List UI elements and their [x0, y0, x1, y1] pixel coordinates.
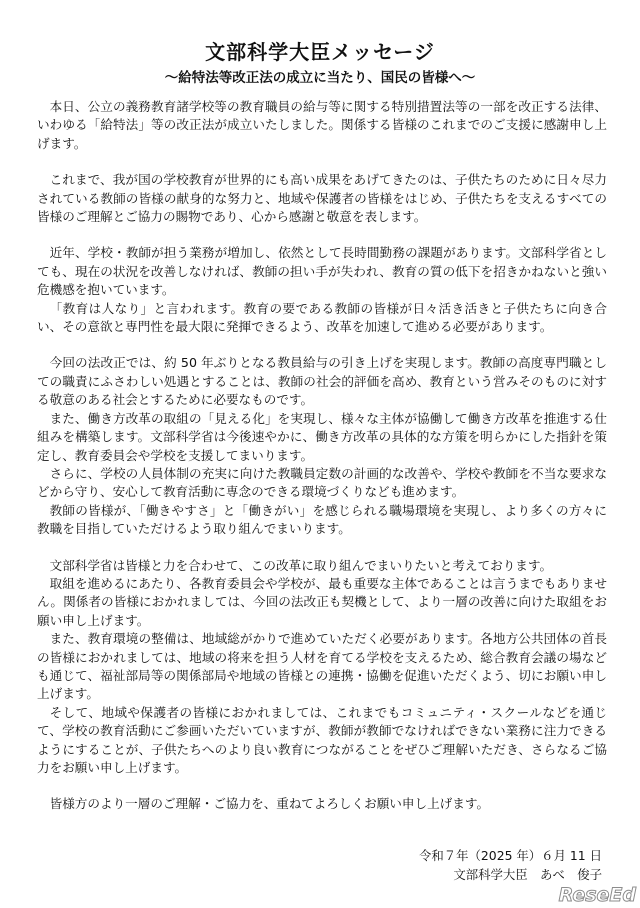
resemom-watermark-logo	[559, 884, 636, 906]
minister-signature: 文部科学大臣 あべ 俊子	[453, 867, 602, 882]
signature-block	[419, 846, 602, 884]
paragraph-salary-increase: 今回の法改正では、約 50 年ぶりとなる教員給与の引き上げを実現します。教師の高度専門職としての職責にふさわしい処遇とすることは、教師の社会的評価を高め、教育という営みそのものに対する敬意のある社会とするために必要なものです。	[37, 355, 607, 408]
paragraph-workplace: 教師の皆様が、「働きやすさ」と「働きがい」を感じられる職場環境を実現し、より多くの方々に教職を目指していただけるよう取り組んでまいります。	[37, 502, 607, 537]
paragraph-intro: 本日、公立の義務教育諸学校等の教育職員の給与等に関する特別措置法等の一部を改正する法律、いわゆる「給特法」等の改正法が成立いたしました。関係する皆様のこれまでのご支援に感謝申し上げます。	[37, 99, 607, 151]
page-subtitle: ～給特法等改正法の成立に当たり、国民の皆様へ～	[164, 70, 476, 86]
paragraph-closing: 皆様方のより一層のご理解・ご協力を、重ねてよろしくお願い申し上げます。	[49, 796, 490, 812]
watermark-text-main: Rese	[558, 884, 610, 906]
message-date: 令和７年（2025 年）６月 11 日	[418, 848, 602, 863]
watermark-text-accent: Ed	[609, 884, 636, 906]
paragraph-education-is-people: 「教育は人なり」と言われます。教育の要である教師の皆様が日々活き活きと子供たちに向き合い、その意欲と専門性を最大限に発揮できるよう、改革を加速して進める必要があります。	[37, 300, 607, 335]
message-body	[37, 98, 607, 814]
paragraph-cooperation: 文部科学省は皆様と力を合わせて、この改革に取り組んでまいりたいと考えております。	[49, 557, 553, 573]
paragraph-work-reform: また、働き方改革の取組の「見える化」を実現し、様々な主体が協働して働き方改革を推進する仕組みを構築します。文部科学省は今後速やかに、働き方改革の具体的な方策を明らかにした指針を策定し、教育委員会や学校を支援してまいります。	[37, 410, 607, 463]
paragraph-gratitude: これまで、我が国の学校教育が世界的にも高い成果をあげてきたのは、子供たちのために日々尽力されている教師の皆様の献身的な努力と、地域や保護者の皆様をはじめ、子供たちを支えるすべての皆様のご理解とご協力の賜物であり、心から感謝と敬意を表します。	[37, 172, 607, 225]
page-title: 文部科学大臣メッセージ	[205, 40, 435, 64]
paragraph-workload: 近年、学校・教師が担う業務が増加し、依然として長時間勤務の課題があります。文部科学省としても、現在の状況を改善しなければ、教師の担い手が失われ、教育の質の低下を招きかねないと強い危機感を抱いています。	[37, 245, 607, 298]
paragraph-boards-of-education: 取組を進めるにあたり、各教育委員会や学校が、最も重要な主体であることは言うまでもありません。関係者の皆様におかれましては、今回の法改正も契機として、より一層の改善に向けた取組をお願い申し上げます。	[37, 575, 607, 628]
paragraph-local-government: また、教育環境の整備は、地域総がかりで進めていただく必要があります。各地方公共団体の首長の皆様におかれましては、地域の将来を担う人材を育てる学校を支えるため、総合教育会議の場なども通じて、福祉部局等の関係部局や地域の皆様との連携・協働を促進いただくよう、切にお願い申し上げます。	[37, 631, 607, 702]
paragraph-staffing: さらに、学校の人員体制の充実に向けた教職員定数の計画的な改善や、学校や教師を不当な要求などから守り、安心して教育活動に専念のできる環境づくりなども進めます。	[37, 465, 607, 500]
paragraph-community-parents: そして、地域や保護者の皆様におかれましては、これまでもコミュニティ・スクールなどを通じて、学校の教育活動にご参画いただいていますが、教師が教師でなければできない業務に注力できるようにすることが、子供たちへのより良い教育につながることをぜひご理解いただき、さらなるご協力をお願い申し上げます。	[37, 704, 607, 775]
